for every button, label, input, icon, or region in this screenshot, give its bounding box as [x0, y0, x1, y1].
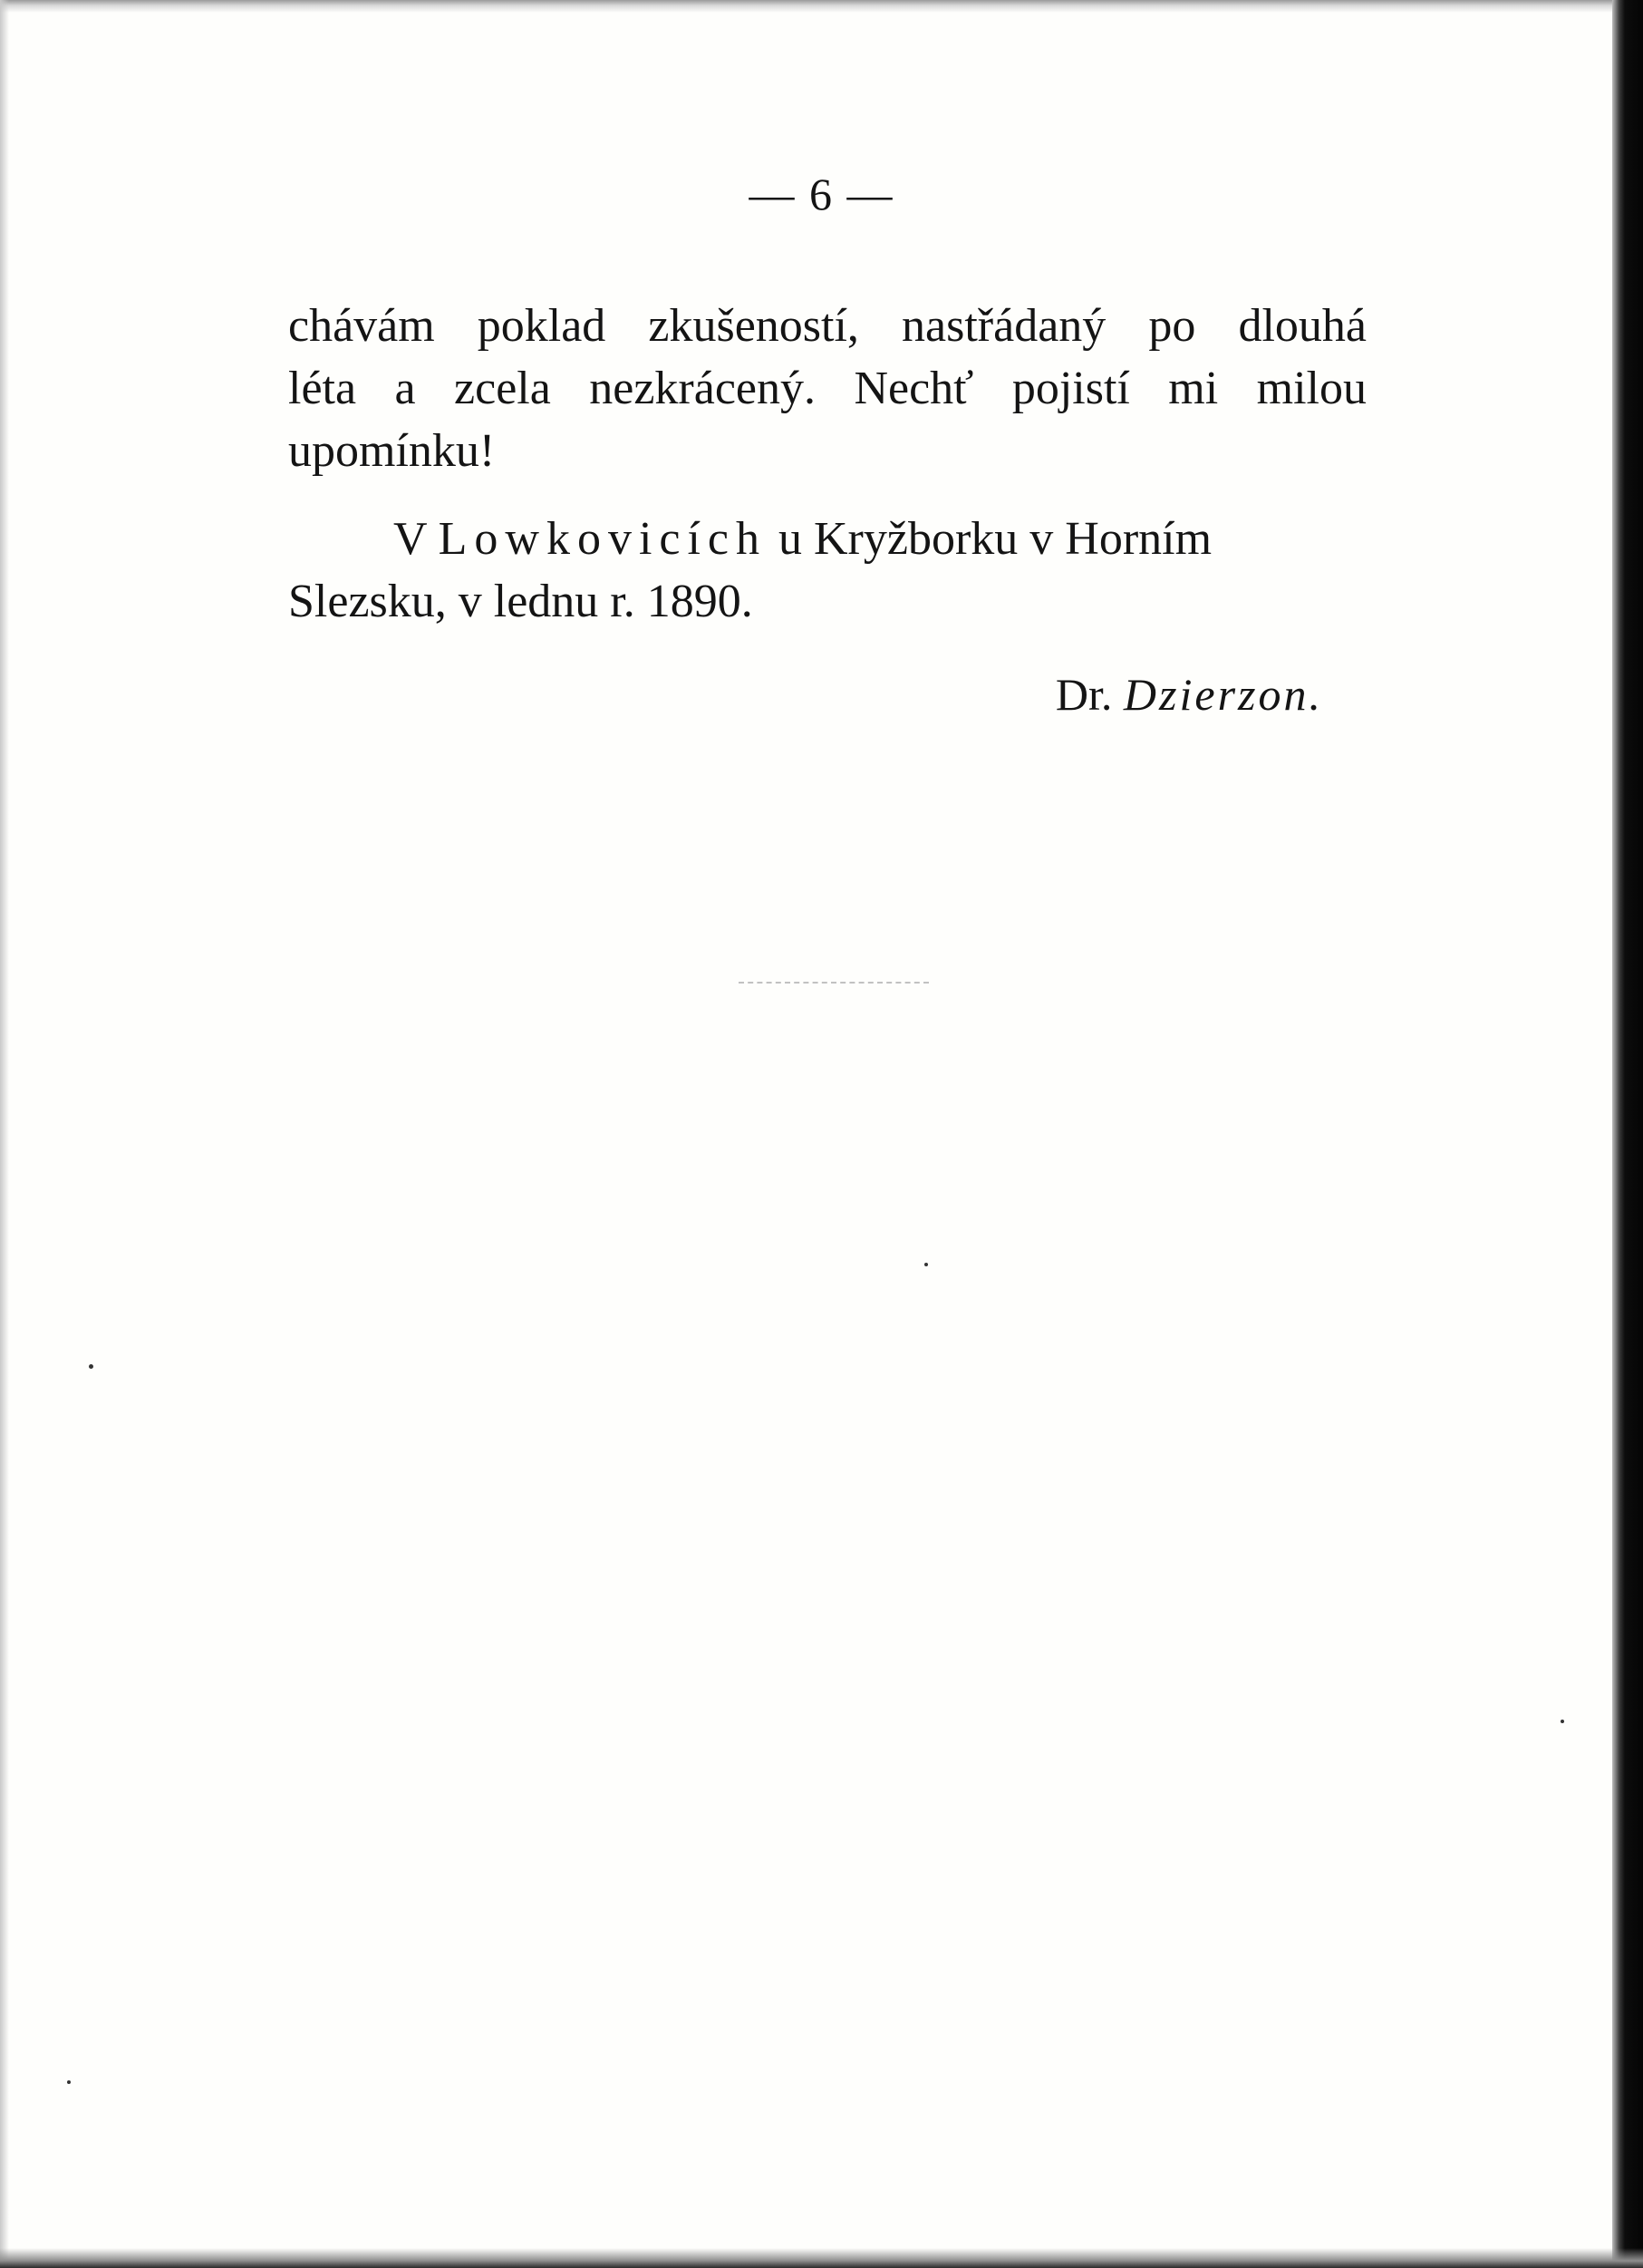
scan-right-edge: [1612, 0, 1643, 2268]
page-body-text: [288, 295, 1367, 633]
page-number: — 6 —: [749, 169, 894, 219]
scan-speck: [924, 1263, 928, 1266]
paragraph-1-line-1: chávám poklad zkušeností, nastřádaný po dlouhá: [288, 300, 1367, 352]
scan-speck: [67, 2080, 71, 2084]
signature-title: Dr.: [1055, 669, 1113, 720]
place-name-spaced: Lowkovicích: [438, 513, 767, 565]
closing-rule: [739, 982, 929, 985]
paragraph-2-line-1: [288, 508, 1367, 570]
scan-speck: [89, 1364, 93, 1369]
place-prefix: V: [393, 513, 439, 565]
scan-top-edge: [0, 0, 1643, 13]
paragraph-2-line-2: Slezsku, v lednu r. 1890.: [288, 576, 753, 627]
paragraph-1-line-2: léta a zcela nezkrácený. Nechť pojistí mi milou: [288, 363, 1367, 414]
scan-speck: [1561, 1720, 1564, 1723]
scan-left-edge: [0, 0, 9, 2268]
place-rest: u Kryžborku v Horním: [767, 513, 1213, 565]
scan-bottom-edge: [0, 2248, 1643, 2268]
signature-name: Dzierzon.: [1123, 669, 1323, 720]
author-signature: [997, 668, 1323, 721]
paragraph-1-line-3: upomínku!: [288, 425, 496, 477]
